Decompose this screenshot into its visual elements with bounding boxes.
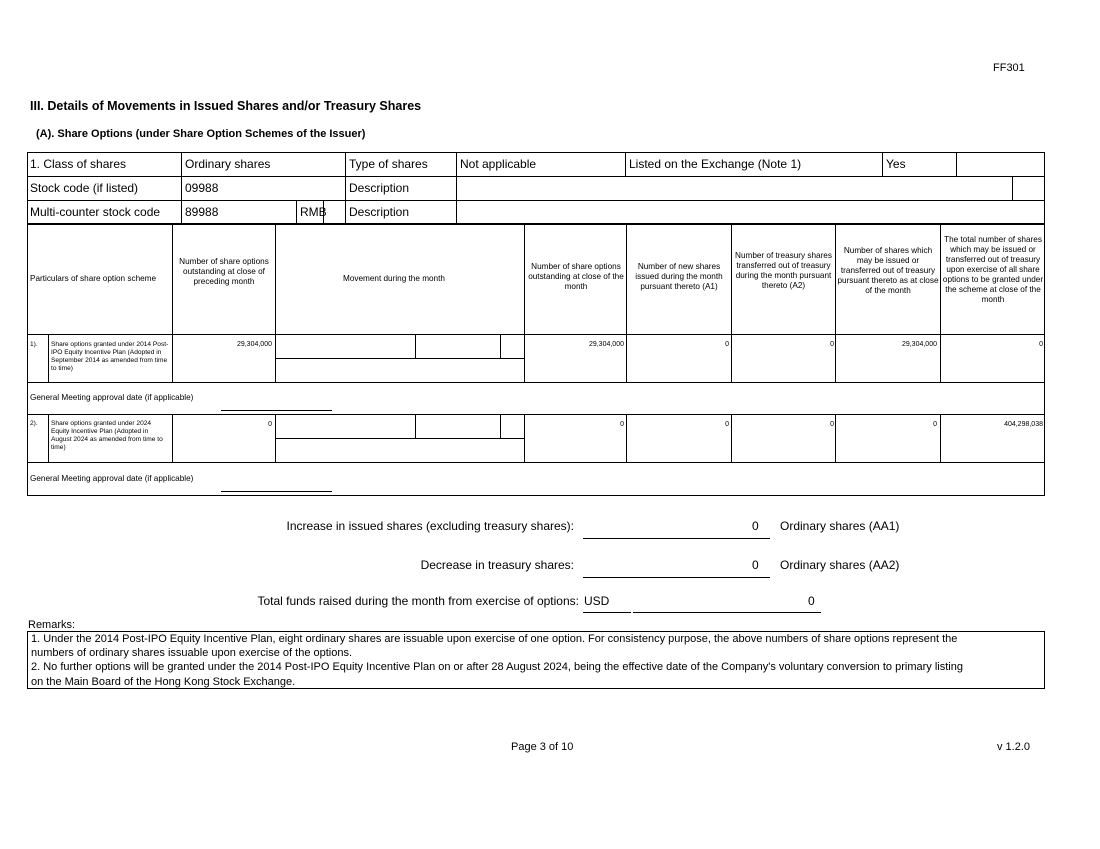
remark-line: 1. Under the 2014 Post-IPO Equity Incentive Plan, eight ordinary shares are issuable upon exercise of one option. For consistency purpose, the above numbers of share options represent the [31, 633, 958, 645]
row-index: 2). [30, 420, 38, 427]
funds-value: 0 [808, 594, 815, 608]
funds-label: Total funds raised during the month from exercise of options: [257, 594, 579, 608]
scheme-name: Share options granted under 2014 Post-IPO Equity Incentive Plan (Adopted in September 2014 as amended from time to time) [51, 341, 169, 372]
listed-label: Listed on the Exchange (Note 1) [629, 157, 802, 171]
total-value: 404,298,038 [1004, 421, 1043, 428]
row-index: 1). [30, 341, 38, 348]
listed-value: Yes [886, 157, 906, 171]
stock-code-value: 09988 [185, 181, 219, 195]
increase-value: 0 [752, 519, 759, 533]
outstanding-close-value: 29,304,000 [588, 341, 624, 348]
form-code: FF301 [993, 62, 1025, 74]
may-be-issued-value: 29,304,000 [901, 341, 937, 348]
currency-label: RMB [300, 205, 327, 219]
increase-label: Increase in issued shares (excluding treasury shares): [286, 519, 574, 533]
outstanding-close-value: 0 [620, 421, 624, 428]
decrease-unit: Ordinary shares (AA2) [780, 558, 900, 572]
increase-unit: Ordinary shares (AA1) [780, 519, 900, 533]
class-of-shares-value: Ordinary shares [185, 157, 271, 171]
multi-counter-value: 89988 [185, 205, 219, 219]
type-of-shares-label: Type of shares [349, 157, 428, 171]
decrease-label: Decrease in treasury shares: [420, 558, 574, 572]
description-label: Description [349, 181, 410, 195]
outstanding-preceding-value: 0 [268, 421, 272, 428]
remark-line: 2. No further options will be granted under the 2014 Post-IPO Equity Incentive Plan on or after 28 August 2024, being the effective date of the Company's voluntary conversion to primary listing [31, 661, 963, 674]
header-outstanding-close: Number of share options outstanding at close of the month [528, 262, 624, 291]
outstanding-preceding-value: 29,304,000 [236, 341, 272, 348]
description-label-2: Description [349, 205, 410, 219]
subsection-title: (A). Share Options (under Share Option Schemes of the Issuer) [36, 128, 366, 140]
remarks-box [27, 631, 1045, 689]
header-particulars: Particulars of share option scheme [30, 274, 157, 283]
header-movement: Movement during the month [343, 274, 445, 283]
header-outstanding-preceding: Number of share options outstanding at close of preceding month [179, 257, 269, 286]
treasury-value: 0 [830, 421, 834, 428]
new-shares-value: 0 [725, 341, 729, 348]
multi-counter-label: Multi-counter stock code [30, 205, 161, 219]
remark-line: numbers of ordinary shares issuable upon exercise of the options. [31, 647, 353, 660]
class-of-shares-label: 1. Class of shares [30, 157, 127, 171]
may-be-issued-value: 0 [933, 421, 937, 428]
gm-approval-label: General Meeting approval date (if applicable) [30, 393, 194, 402]
total-value: 0 [1039, 341, 1043, 348]
remarks-title: Remarks: [28, 619, 76, 631]
type-of-shares-value: Not applicable [460, 157, 537, 171]
remark-line: on the Main Board of the Hong Kong Stock Exchange. [31, 675, 296, 688]
scheme-name: Share options granted under 2024 Equity Incentive Plan (Adopted in August 2024 as amended from time to time) [51, 420, 163, 451]
header-new-shares: Number of new shares issued during the month pursuant thereto (A1) [635, 262, 723, 291]
version: v 1.2.0 [997, 741, 1031, 753]
stock-code-label: Stock code (if listed) [30, 181, 139, 195]
header-total-number: The total number of shares which may be issued or transferred out of treasury upon exercise of all share options to be granted under the scheme at close of the month [942, 235, 1044, 304]
page-number: Page 3 of 10 [511, 741, 574, 753]
treasury-value: 0 [830, 341, 834, 348]
funds-currency: USD [584, 594, 610, 608]
gm-approval-label: General Meeting approval date (if applicable) [30, 474, 194, 483]
header-may-be-issued: Number of shares which may be issued or transferred out of treasury pursuant thereto as at close of the month [837, 246, 939, 295]
header-treasury-transferred: Number of treasury shares transferred out of treasury during the month pursuant thereto (A2) [735, 251, 832, 290]
new-shares-value: 0 [725, 421, 729, 428]
section-title: III. Details of Movements in Issued Shares and/or Treasury Shares [30, 99, 422, 113]
decrease-value: 0 [752, 558, 759, 572]
